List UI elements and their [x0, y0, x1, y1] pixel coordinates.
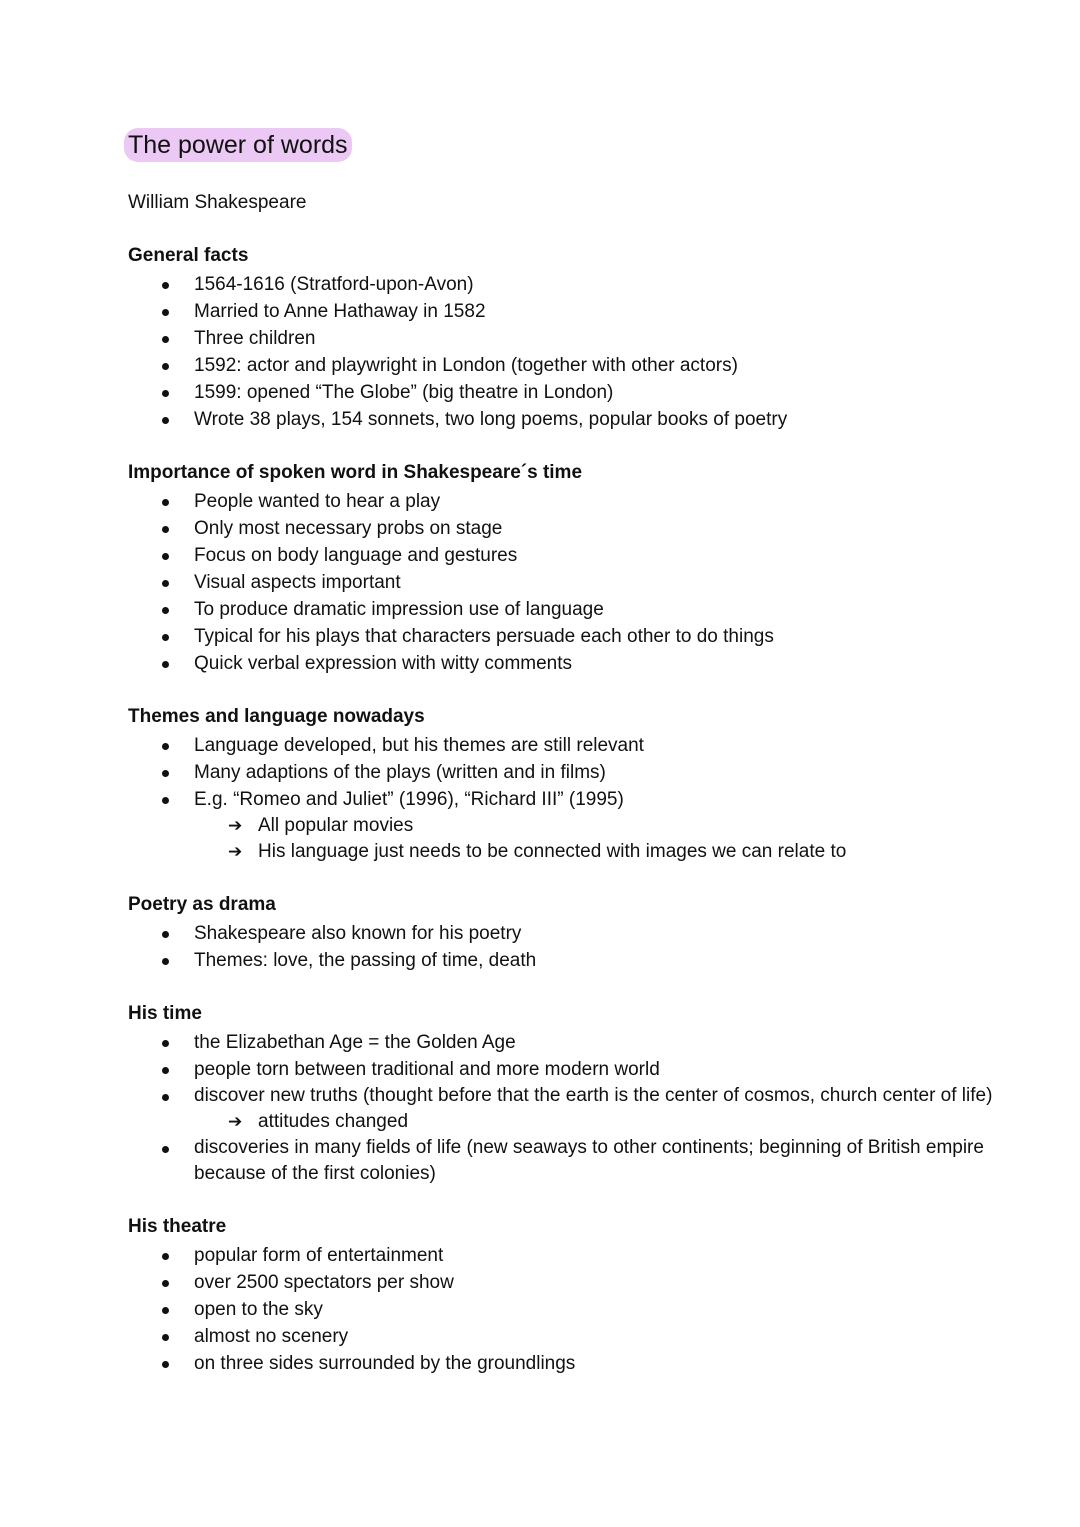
- list-item-text: 1592: actor and playwright in London (together with other actors): [194, 355, 738, 376]
- list-item-text: Three children: [194, 328, 316, 349]
- list-item-text: Focus on body language and gestures: [194, 545, 518, 566]
- list-item-text: the Elizabethan Age = the Golden Age: [194, 1032, 516, 1053]
- bullet-list: [128, 1242, 1008, 1377]
- bullet-dot-icon: [162, 797, 169, 804]
- list-item: [128, 406, 1008, 433]
- section-heading: His theatre: [128, 1216, 227, 1237]
- list-item: [128, 596, 1008, 623]
- section-heading: General facts: [128, 245, 249, 266]
- sections-container: [128, 244, 1008, 1377]
- document-page: [128, 128, 1008, 1377]
- bullet-dot-icon: [162, 282, 169, 289]
- list-item-text: 1599: opened “The Globe” (big theatre in London): [194, 382, 614, 403]
- list-item: [128, 786, 1008, 865]
- list-item-text: popular form of entertainment: [194, 1245, 444, 1266]
- bullet-dot-icon: [162, 634, 169, 641]
- list-item-text: Wrote 38 plays, 154 sonnets, two long poems, popular books of poetry: [194, 409, 788, 430]
- bullet-dot-icon: [162, 553, 169, 560]
- bullet-dot-icon: [162, 1067, 169, 1074]
- list-item: [128, 759, 1008, 786]
- title-row: [128, 128, 1008, 168]
- list-item: [128, 298, 1008, 325]
- list-item: [128, 1296, 1008, 1323]
- list-item: [128, 1083, 1008, 1135]
- list-item: [128, 542, 1008, 569]
- bullet-dot-icon: [162, 607, 169, 614]
- bullet-dot-icon: [162, 1334, 169, 1341]
- bullet-dot-icon: [162, 1094, 169, 1101]
- section: [128, 1215, 1008, 1377]
- list-item-text: discover new truths (thought before that the earth is the center of cosmos, church center of life): [194, 1085, 993, 1106]
- section: [128, 461, 1008, 677]
- bullet-dot-icon: [162, 417, 169, 424]
- list-item: [128, 650, 1008, 677]
- list-item-text: open to the sky: [194, 1299, 323, 1320]
- list-item: [128, 1135, 1008, 1187]
- section: [128, 893, 1008, 974]
- bullet-dot-icon: [162, 1040, 169, 1047]
- bullet-dot-icon: [162, 743, 169, 750]
- list-item: [128, 325, 1008, 352]
- bullet-dot-icon: [162, 309, 169, 316]
- sub-list: [194, 813, 1008, 865]
- list-item-text: Shakespeare also known for his poetry: [194, 923, 522, 944]
- list-item-text: Themes: love, the passing of time, death: [194, 950, 537, 971]
- bullet-dot-icon: [162, 1253, 169, 1260]
- list-item: [128, 1323, 1008, 1350]
- list-item: [128, 1350, 1008, 1377]
- bullet-list: [128, 271, 1008, 433]
- list-item-text: Quick verbal expression with witty comments: [194, 653, 573, 674]
- list-item: [128, 1242, 1008, 1269]
- sub-list-item: [128, 813, 1008, 839]
- bullet-dot-icon: [162, 363, 169, 370]
- bullet-dot-icon: [162, 1307, 169, 1314]
- list-item-text: people torn between traditional and more modern world: [194, 1059, 660, 1080]
- bullet-dot-icon: [162, 390, 169, 397]
- page-subtitle: William Shakespeare: [128, 192, 307, 213]
- bullet-dot-icon: [162, 1146, 169, 1153]
- bullet-list: [128, 488, 1008, 677]
- list-item: [128, 352, 1008, 379]
- list-item: [128, 1029, 1008, 1056]
- bullet-dot-icon: [162, 1361, 169, 1368]
- section: [128, 1002, 1008, 1187]
- list-item-text: over 2500 spectators per show: [194, 1272, 454, 1293]
- list-item-text: To produce dramatic impression use of language: [194, 599, 604, 620]
- bullet-dot-icon: [162, 661, 169, 668]
- list-item-text: discoveries in many fields of life (new seaways to other continents; beginning of British empire because of the first colonies): [194, 1137, 984, 1184]
- list-item: [128, 569, 1008, 596]
- section-heading: Poetry as drama: [128, 894, 276, 915]
- bullet-list: [128, 732, 1008, 865]
- section-heading: Themes and language nowadays: [128, 706, 425, 727]
- bullet-dot-icon: [162, 526, 169, 533]
- list-item: [128, 271, 1008, 298]
- bullet-dot-icon: [162, 499, 169, 506]
- bullet-dot-icon: [162, 1280, 169, 1287]
- arrow-right-icon: ➔: [228, 1112, 243, 1131]
- sub-list-item: [128, 839, 1008, 865]
- section: [128, 244, 1008, 433]
- list-item: [128, 920, 1008, 947]
- bullet-dot-icon: [162, 958, 169, 965]
- bullet-list: [128, 1029, 1008, 1187]
- bullet-dot-icon: [162, 770, 169, 777]
- sub-list: [194, 1109, 1008, 1135]
- list-item-text: Language developed, but his themes are still relevant: [194, 735, 644, 756]
- list-item: [128, 488, 1008, 515]
- bullet-dot-icon: [162, 580, 169, 587]
- list-item: [128, 623, 1008, 650]
- bullet-dot-icon: [162, 931, 169, 938]
- section: [128, 705, 1008, 865]
- arrow-right-icon: ➔: [228, 816, 243, 835]
- list-item: [128, 515, 1008, 542]
- list-item-text: People wanted to hear a play: [194, 491, 441, 512]
- list-item: [128, 732, 1008, 759]
- sub-list-item-text: All popular movies: [258, 815, 414, 836]
- list-item-text: almost no scenery: [194, 1326, 349, 1347]
- sub-list-item-text: His language just needs to be connected with images we can relate to: [258, 841, 847, 862]
- sub-list-item: [128, 1109, 1008, 1135]
- list-item: [128, 947, 1008, 974]
- list-item-text: E.g. “Romeo and Juliet” (1996), “Richard III” (1995): [194, 789, 624, 810]
- bullet-list: [128, 920, 1008, 974]
- list-item-text: Many adaptions of the plays (written and in films): [194, 762, 606, 783]
- list-item-text: Married to Anne Hathaway in 1582: [194, 301, 486, 322]
- list-item-text: 1564-1616 (Stratford-upon-Avon): [194, 274, 474, 295]
- list-item-text: Visual aspects important: [194, 572, 401, 593]
- list-item-text: Typical for his plays that characters persuade each other to do things: [194, 626, 774, 647]
- list-item-text: on three sides surrounded by the groundlings: [194, 1353, 576, 1374]
- arrow-right-icon: ➔: [228, 842, 243, 861]
- section-heading: His time: [128, 1003, 202, 1024]
- section-heading: Importance of spoken word in Shakespeare´s time: [128, 462, 583, 483]
- list-item: [128, 379, 1008, 406]
- sub-list-item-text: attitudes changed: [258, 1111, 409, 1132]
- list-item-text: Only most necessary probs on stage: [194, 518, 503, 539]
- page-title: The power of words: [124, 128, 352, 162]
- list-item: [128, 1056, 1008, 1083]
- list-item: [128, 1269, 1008, 1296]
- bullet-dot-icon: [162, 336, 169, 343]
